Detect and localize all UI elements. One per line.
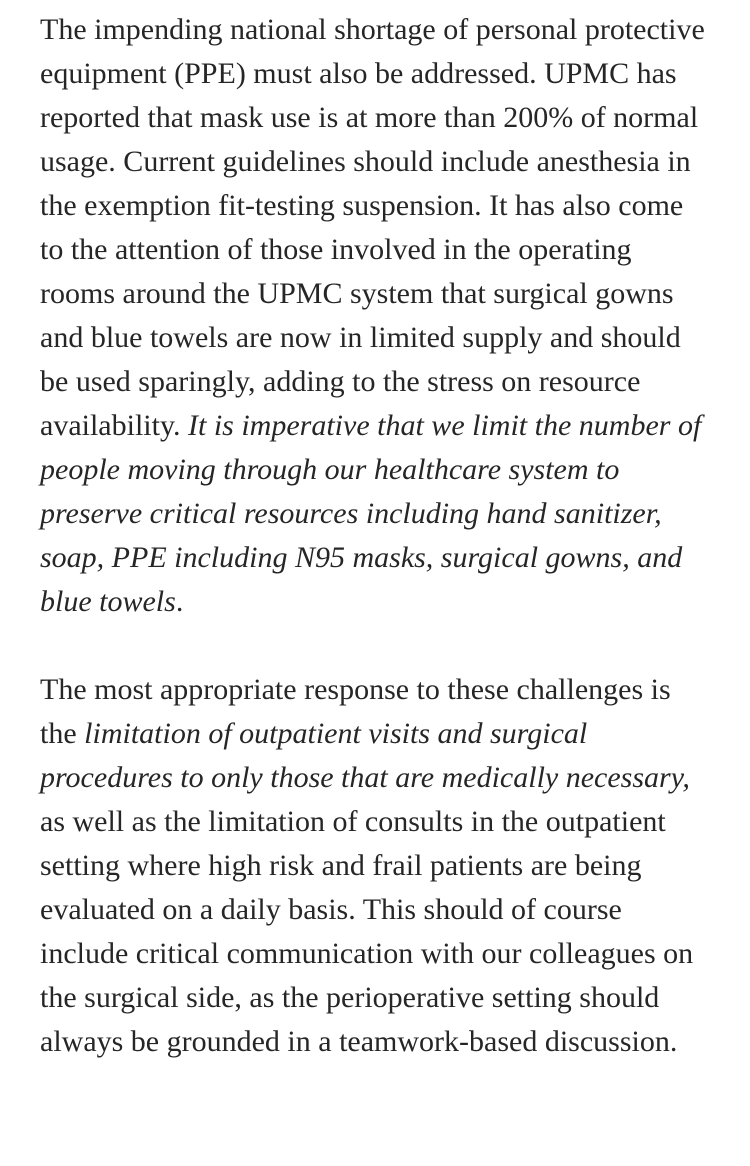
paragraph-ppe-shortage	[40, 8, 710, 624]
text-run: The impending national shortage of personal protective equipment (PPE) must also be addressed. UPMC has reported that mask use is at more than 200% of normal usage. Current guidelines should include anesthesia in the exemption fit-testing suspension. It has also come to the attention of those involved in the operating rooms around the UPMC system that surgical gowns and blue towels are now in limited supply and should be used sparingly, adding to the stress on resource availability.	[40, 13, 705, 442]
italic-text-run: limitation of outpatient visits and surgical procedures to only those that are medically necessary,	[40, 717, 690, 794]
text-run: as well as the limitation of consults in the outpatient setting where high risk and frail patients are being evaluated on a daily basis. This should of course include critical communication with our colleagues on the surgical side, as the perioperative setting should always be grounded in a teamwork-based discussion.	[40, 805, 694, 1058]
paragraph-appropriate-response	[40, 668, 710, 1064]
italic-text-run: It is imperative that we limit the number of people moving through our healthcare system to preserve critical resources including hand sanitizer, soap, PPE including N95 masks, surgical gowns, and blue towels	[40, 409, 702, 618]
document-body	[40, 8, 710, 1064]
text-run: The most appropriate response to these challenges is the	[40, 673, 671, 750]
text-run: .	[175, 585, 184, 618]
